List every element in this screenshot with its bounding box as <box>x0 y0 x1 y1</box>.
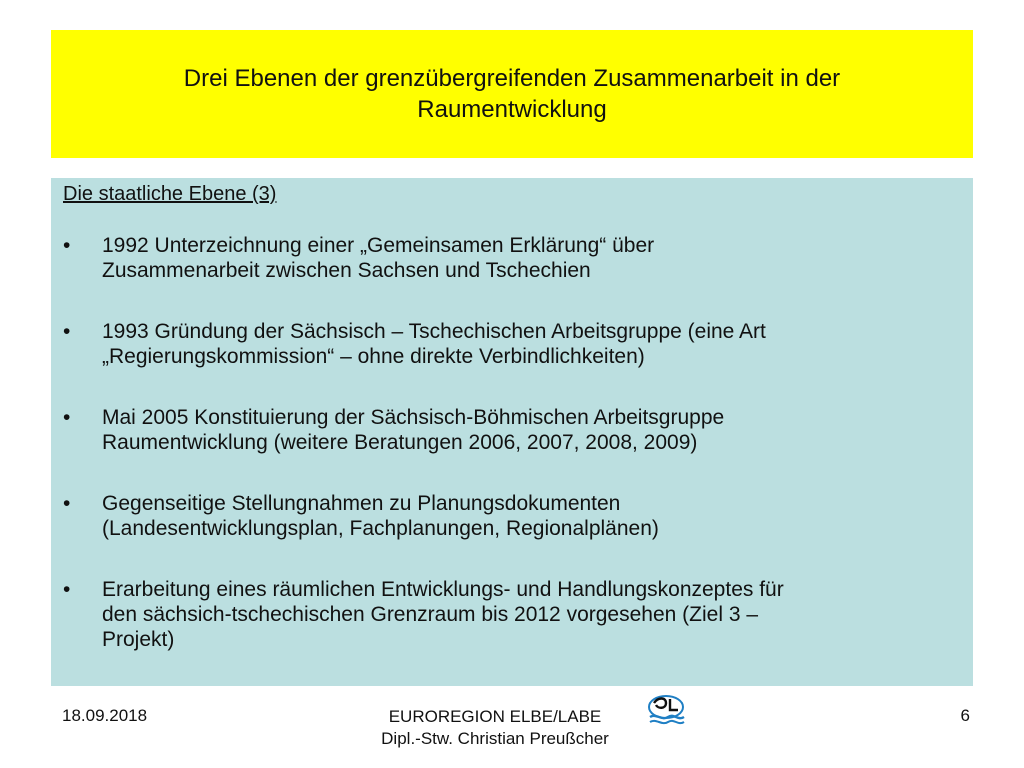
bullet-marker: • <box>63 234 71 257</box>
footer-date: 18.09.2018 <box>62 706 148 725</box>
bullet-4-line-2: (Landesentwicklungsplan, Fachplanungen, Regionalplänen) <box>102 517 659 540</box>
bullet-2-line-2: „Regierungskommission“ – ohne direkte Verbindlichkeiten) <box>102 345 645 368</box>
logo-graphic <box>646 693 686 727</box>
euroregion-logo-icon <box>646 693 686 727</box>
footer-organization: EUROREGION ELBE/LABE <box>388 707 602 726</box>
page-number: 6 <box>960 706 970 725</box>
bullet-3-line-1: Mai 2005 Konstituierung der Sächsisch-Böhmischen Arbeitsgruppe <box>102 406 725 429</box>
bullet-5-line-3: Projekt) <box>102 628 175 651</box>
bullet-2-line-1: 1993 Gründung der Sächsisch – Tschechischen Arbeitsgruppe (eine Art <box>102 320 766 343</box>
bullet-5-line-2: den sächsich-tschechischen Grenzraum bis 2012 vorgesehen (Ziel 3 – <box>102 603 759 626</box>
footer-author: Dipl.-Stw. Christian Preußcher <box>381 729 609 748</box>
footer-center <box>330 706 660 750</box>
bullet-item-5 <box>63 577 961 652</box>
bullet-marker: • <box>63 406 71 429</box>
slide-title-line-2: Raumentwicklung <box>417 96 607 123</box>
slide-title-line-1: Drei Ebenen der grenzübergreifenden Zusammenarbeit in der <box>183 65 841 92</box>
bullet-item-3 <box>63 405 961 455</box>
bullet-item-4 <box>63 491 961 541</box>
bullet-3-line-2: Raumentwicklung (weitere Beratungen 2006, 2007, 2008, 2009) <box>102 431 698 454</box>
bullet-list <box>63 233 961 652</box>
bullet-1-line-1: 1992 Unterzeichnung einer „Gemeinsamen Erklärung“ über <box>102 234 655 257</box>
bullet-5-line-1: Erarbeitung eines räumlichen Entwicklungs- und Handlungskonzeptes für <box>102 578 784 601</box>
bullet-item-2 <box>63 319 961 369</box>
bullet-item-1 <box>63 233 961 283</box>
bullet-marker: • <box>63 492 71 515</box>
bullet-4-line-1: Gegenseitige Stellungnahmen zu Planungsdokumenten <box>102 492 621 515</box>
title-box <box>51 30 973 158</box>
bullet-marker: • <box>63 578 71 601</box>
bullet-marker: • <box>63 320 71 343</box>
bullet-1-line-2: Zusammenarbeit zwischen Sachsen und Tschechien <box>102 259 591 282</box>
content-box <box>51 178 973 686</box>
section-subtitle: Die staatliche Ebene (3) <box>63 183 277 205</box>
